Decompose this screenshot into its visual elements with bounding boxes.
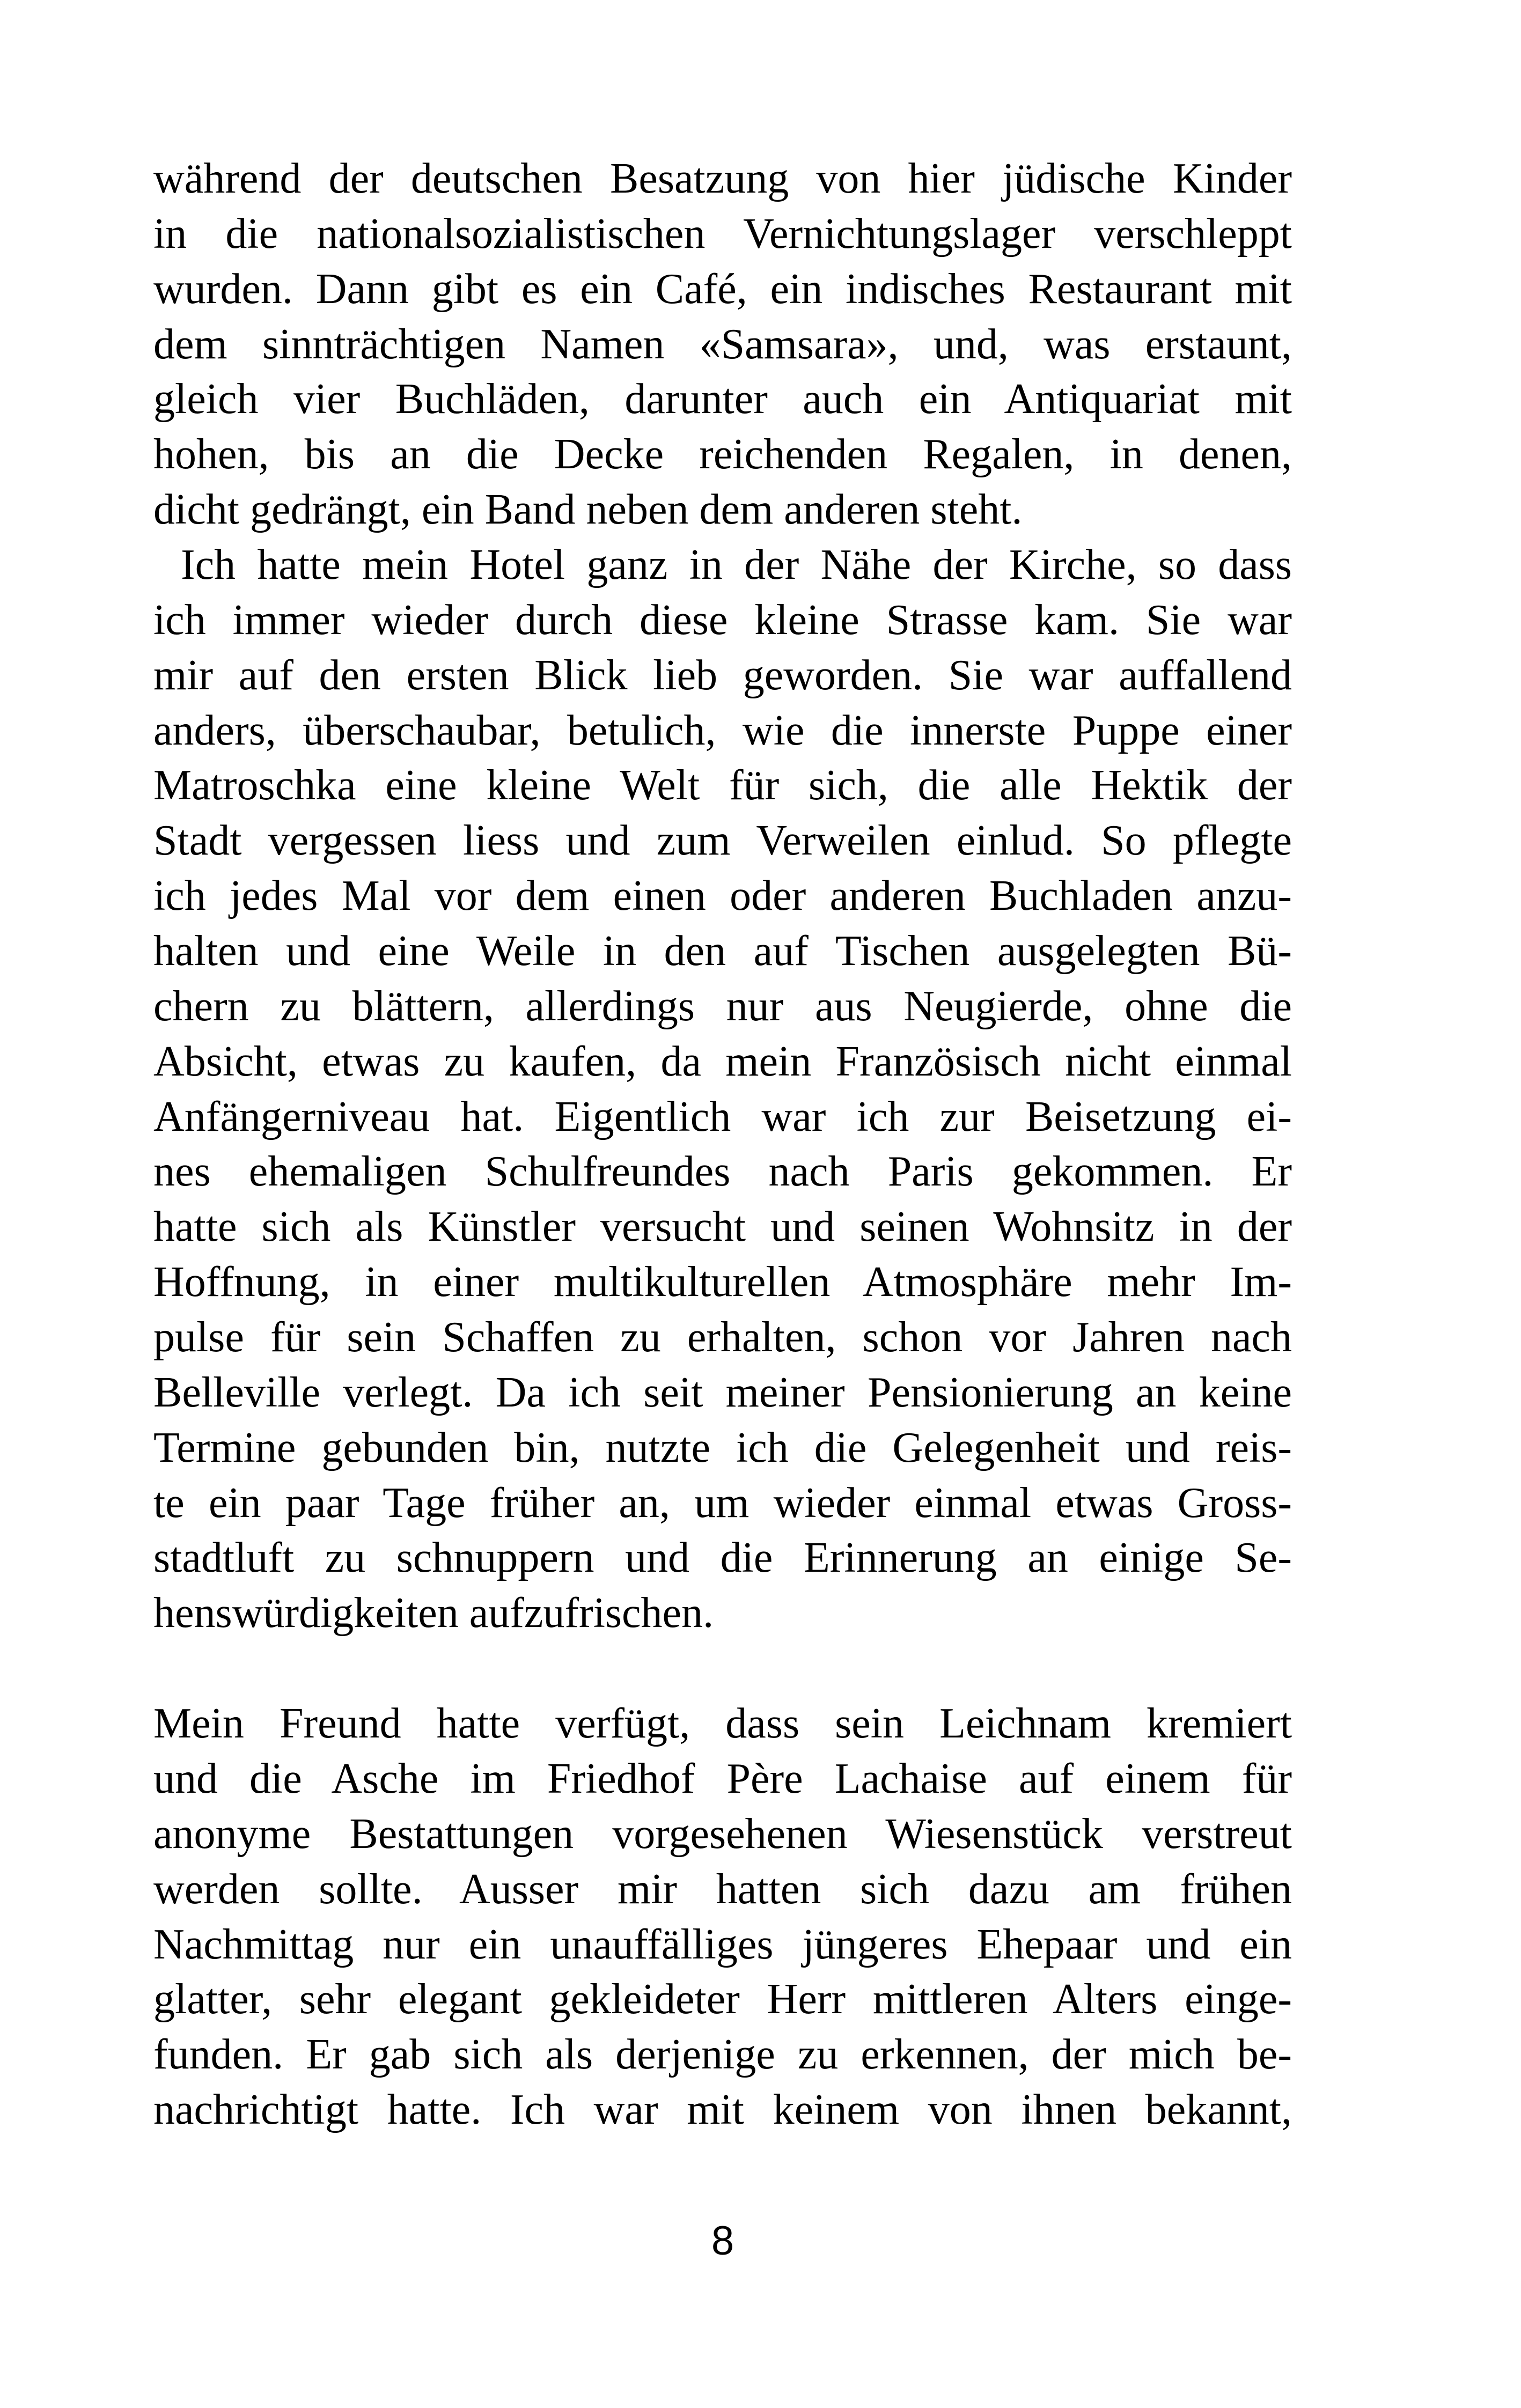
paragraph <box>153 1696 1292 2138</box>
text-line: chern zu blättern, allerdings nur aus Neugierde, ohne die <box>153 982 1292 1030</box>
text-line: pulse für sein Schaffen zu erhalten, schon vor Jahren nach <box>153 1314 1292 1361</box>
text-line: hatte sich als Künstler versucht und seinen Wohnsitz in der <box>153 1203 1292 1251</box>
text-line: Ich hatte mein Hotel ganz in der Nähe der Kirche, so dass <box>181 541 1292 589</box>
text-line: henswürdigkeiten aufzufrischen. <box>153 1589 714 1637</box>
text-line: ich jedes Mal vor dem einen oder anderen Buchladen anzu- <box>153 872 1292 920</box>
body-text <box>153 151 1292 2138</box>
text-line: Hoffnung, in einer multikulturellen Atmosphäre mehr Im- <box>153 1258 1292 1306</box>
text-line: anonyme Bestattungen vorgesehenen Wiesenstück verstreut <box>153 1810 1292 1858</box>
page-number: 8 <box>711 2218 734 2264</box>
text-line: ich immer wieder durch diese kleine Strasse kam. Sie war <box>153 596 1292 644</box>
text-line: Matroschka eine kleine Welt für sich, die alle Hektik der <box>153 762 1292 809</box>
text-line: Absicht, etwas zu kaufen, da mein Französisch nicht einmal <box>153 1037 1292 1085</box>
text-line: wurden. Dann gibt es ein Café, ein indisches Restaurant mit <box>153 265 1292 313</box>
text-line: Stadt vergessen liess und zum Verweilen einlud. So pflegte <box>153 817 1292 865</box>
text-line: glatter, sehr elegant gekleideter Herr mittleren Alters einge- <box>153 1976 1292 2023</box>
paragraph <box>153 151 1292 537</box>
text-line: Mein Freund hatte verfügt, dass sein Leichnam kremiert <box>153 1700 1292 1748</box>
text-line: mir auf den ersten Blick lieb geworden. Sie war auffallend <box>153 651 1292 699</box>
paragraph <box>153 537 1292 1641</box>
text-line: gleich vier Buchläden, darunter auch ein Antiquariat mit <box>153 375 1292 423</box>
text-line: Anfängerniveau hat. Eigentlich war ich zur Beisetzung ei- <box>153 1093 1292 1140</box>
text-line: Nachmittag nur ein unauffälliges jüngeres Ehepaar und ein <box>153 1920 1292 1968</box>
text-line: und die Asche im Friedhof Père Lachaise auf einem für <box>153 1755 1292 1802</box>
text-line: te ein paar Tage früher an, um wieder einmal etwas Gross- <box>153 1479 1292 1527</box>
text-line: anders, überschaubar, betulich, wie die innerste Puppe einer <box>153 706 1292 754</box>
text-line: werden sollte. Ausser mir hatten sich dazu am frühen <box>153 1865 1292 1913</box>
text-line: Termine gebunden bin, nutzte ich die Gelegenheit und reis- <box>153 1424 1292 1471</box>
text-line: während der deutschen Besatzung von hier jüdische Kinder <box>153 155 1292 202</box>
text-line: hohen, bis an die Decke reichenden Regalen, in denen, <box>153 431 1292 478</box>
text-line: dicht gedrängt, ein Band neben dem anderen steht. <box>153 486 1023 534</box>
text-line: nes ehemaligen Schulfreundes nach Paris gekommen. Er <box>153 1148 1292 1196</box>
text-line: dem sinnträchtigen Namen «Samsara», und, was erstaunt, <box>153 320 1292 368</box>
text-line: stadtluft zu schnuppern und die Erinnerung an einige Se- <box>153 1534 1292 1582</box>
text-line: Belleville verlegt. Da ich seit meiner Pensionierung an keine <box>153 1368 1292 1416</box>
text-line: funden. Er gab sich als derjenige zu erkennen, der mich be- <box>153 2031 1292 2079</box>
text-line: halten und eine Weile in den auf Tischen ausgelegten Bü- <box>153 927 1292 975</box>
text-line: in die nationalsozialistischen Vernichtungslager verschleppt <box>153 210 1292 257</box>
text-line: nachrichtigt hatte. Ich war mit keinem von ihnen bekannt, <box>153 2086 1292 2134</box>
